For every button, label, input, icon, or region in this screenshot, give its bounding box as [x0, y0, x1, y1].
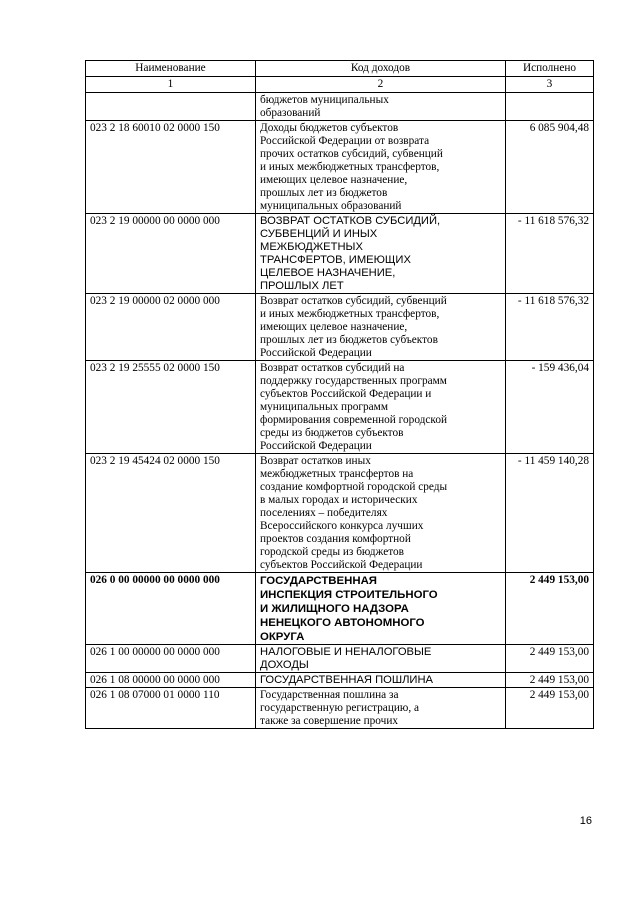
description-line: НАЛОГОВЫЕ И НЕНАЛОГОВЫЕ — [260, 646, 432, 658]
table-row — [86, 361, 594, 454]
header-revenue-code: Код доходов — [256, 61, 506, 77]
row-amount: 2 449 153,00 — [506, 688, 594, 729]
table-body — [86, 93, 594, 729]
row-description — [256, 454, 506, 573]
column-number-1: 1 — [86, 77, 256, 93]
row-code: 026 0 00 00000 00 0000 000 — [86, 573, 256, 645]
description-line: ГОСУДАРСТВЕННАЯ ПОШЛИНА — [260, 674, 434, 686]
description-line: в малых городах и исторических — [260, 494, 418, 506]
description-line: Всероссийского конкурса лучших — [260, 520, 424, 532]
table-row — [86, 93, 594, 121]
description-line: и иных межбюджетных трансфертов, — [260, 308, 440, 320]
table-row — [86, 294, 594, 361]
column-number-3: 3 — [506, 77, 594, 93]
description-line: Российской Федерации — [260, 440, 372, 452]
description-line: создание комфортной городской среды — [260, 481, 448, 493]
description-line: поселениях – победителях — [260, 507, 388, 519]
column-number-row — [86, 77, 594, 93]
description-line: И ЖИЛИЩНОГО НАДЗОРА — [260, 603, 409, 615]
table-row — [86, 121, 594, 214]
description-line: субъектов Российской Федерации — [260, 559, 423, 571]
page-number: 16 — [579, 815, 592, 827]
description-line: и иных межбюджетных трансфертов, — [260, 161, 440, 173]
row-description — [256, 361, 506, 454]
row-amount: 2 449 153,00 — [506, 573, 594, 645]
description-line: также за совершение прочих — [260, 715, 399, 727]
description-line: СУБВЕНЦИЙ И ИНЫХ — [260, 228, 378, 240]
description-line: прошлых лет из бюджетов субъектов — [260, 334, 438, 346]
description-line: МЕЖБЮДЖЕТНЫХ — [260, 241, 363, 253]
description-line: имеющих целевое назначение, — [260, 174, 408, 186]
row-description — [256, 294, 506, 361]
description-line: НЕНЕЦКОГО АВТОНОМНОГО — [260, 617, 425, 629]
description-line: ИНСПЕКЦИЯ СТРОИТЕЛЬНОГО — [260, 589, 438, 601]
description-line: формирования современной городской — [260, 414, 448, 426]
description-line: Возврат остатков субсидий на — [260, 362, 405, 374]
description-line: Государственная пошлина за — [260, 689, 399, 701]
row-amount: 2 449 153,00 — [506, 645, 594, 673]
description-line: прошлых лет из бюджетов — [260, 187, 388, 199]
description-line: ГОСУДАРСТВЕННАЯ — [260, 575, 377, 587]
row-code: 023 2 19 00000 00 0000 000 — [86, 214, 256, 294]
table-row — [86, 454, 594, 573]
row-description — [256, 121, 506, 214]
description-line: ВОЗВРАТ ОСТАТКОВ СУБСИДИЙ, — [260, 215, 441, 227]
header-executed: Исполнено — [506, 61, 594, 77]
table-row — [86, 673, 594, 688]
row-description — [256, 214, 506, 294]
description-line: субъектов Российской Федерации и — [260, 388, 432, 400]
header-name: Наименование — [86, 61, 256, 77]
row-amount: - 159 436,04 — [506, 361, 594, 454]
row-description — [256, 645, 506, 673]
row-amount: - 11 618 576,32 — [506, 214, 594, 294]
row-amount: 2 449 153,00 — [506, 673, 594, 688]
description-line: проектов создания комфортной — [260, 533, 411, 545]
description-line: прочих остатков субсидий, субвенций — [260, 148, 443, 160]
description-line: поддержку государственных программ — [260, 375, 447, 387]
table-header-row — [86, 61, 594, 77]
description-line: Возврат остатков субсидий, субвенций — [260, 295, 447, 307]
table-row — [86, 688, 594, 729]
row-code: 023 2 19 00000 02 0000 000 — [86, 294, 256, 361]
description-line: ЦЕЛЕВОЕ НАЗНАЧЕНИЕ, — [260, 267, 396, 279]
column-number-2: 2 — [256, 77, 506, 93]
description-line: муниципальных образований — [260, 200, 402, 212]
description-line: межбюджетных трансфертов на — [260, 468, 414, 480]
row-description — [256, 93, 506, 121]
description-line: городской среды из бюджетов — [260, 546, 404, 558]
table-row — [86, 573, 594, 645]
description-line: среды из бюджетов субъектов — [260, 427, 404, 439]
description-line: бюджетов муниципальных — [260, 94, 389, 106]
row-code: 026 1 00 00000 00 0000 000 — [86, 645, 256, 673]
description-line: ПРОШЛЫХ ЛЕТ — [260, 280, 344, 292]
row-code: 023 2 19 45424 02 0000 150 — [86, 454, 256, 573]
table-row — [86, 645, 594, 673]
description-line: образований — [260, 107, 321, 119]
description-line: ТРАНСФЕРТОВ, ИМЕЮЩИХ — [260, 254, 411, 266]
description-line: имеющих целевое назначение, — [260, 321, 408, 333]
row-amount: 6 085 904,48 — [506, 121, 594, 214]
row-amount: - 11 459 140,28 — [506, 454, 594, 573]
row-description — [256, 688, 506, 729]
row-code: 026 1 08 00000 00 0000 000 — [86, 673, 256, 688]
row-amount — [506, 93, 594, 121]
row-code: 023 2 19 25555 02 0000 150 — [86, 361, 256, 454]
description-line: Доходы бюджетов субъектов — [260, 122, 399, 134]
row-amount: - 11 618 576,32 — [506, 294, 594, 361]
table-row — [86, 214, 594, 294]
description-line: Возврат остатков иных — [260, 455, 371, 467]
description-line: ОКРУГА — [260, 631, 305, 643]
row-code — [86, 93, 256, 121]
description-line: Российской Федерации от возврата — [260, 135, 430, 147]
row-description — [256, 673, 506, 688]
description-line: Российской Федерации — [260, 347, 372, 359]
description-line: ДОХОДЫ — [260, 659, 309, 671]
revenue-execution-table — [85, 60, 594, 729]
row-code: 026 1 08 07000 01 0000 110 — [86, 688, 256, 729]
description-line: муниципальных программ — [260, 401, 388, 413]
description-line: государственную регистрацию, а — [260, 702, 420, 714]
row-code: 023 2 18 60010 02 0000 150 — [86, 121, 256, 214]
row-description — [256, 573, 506, 645]
